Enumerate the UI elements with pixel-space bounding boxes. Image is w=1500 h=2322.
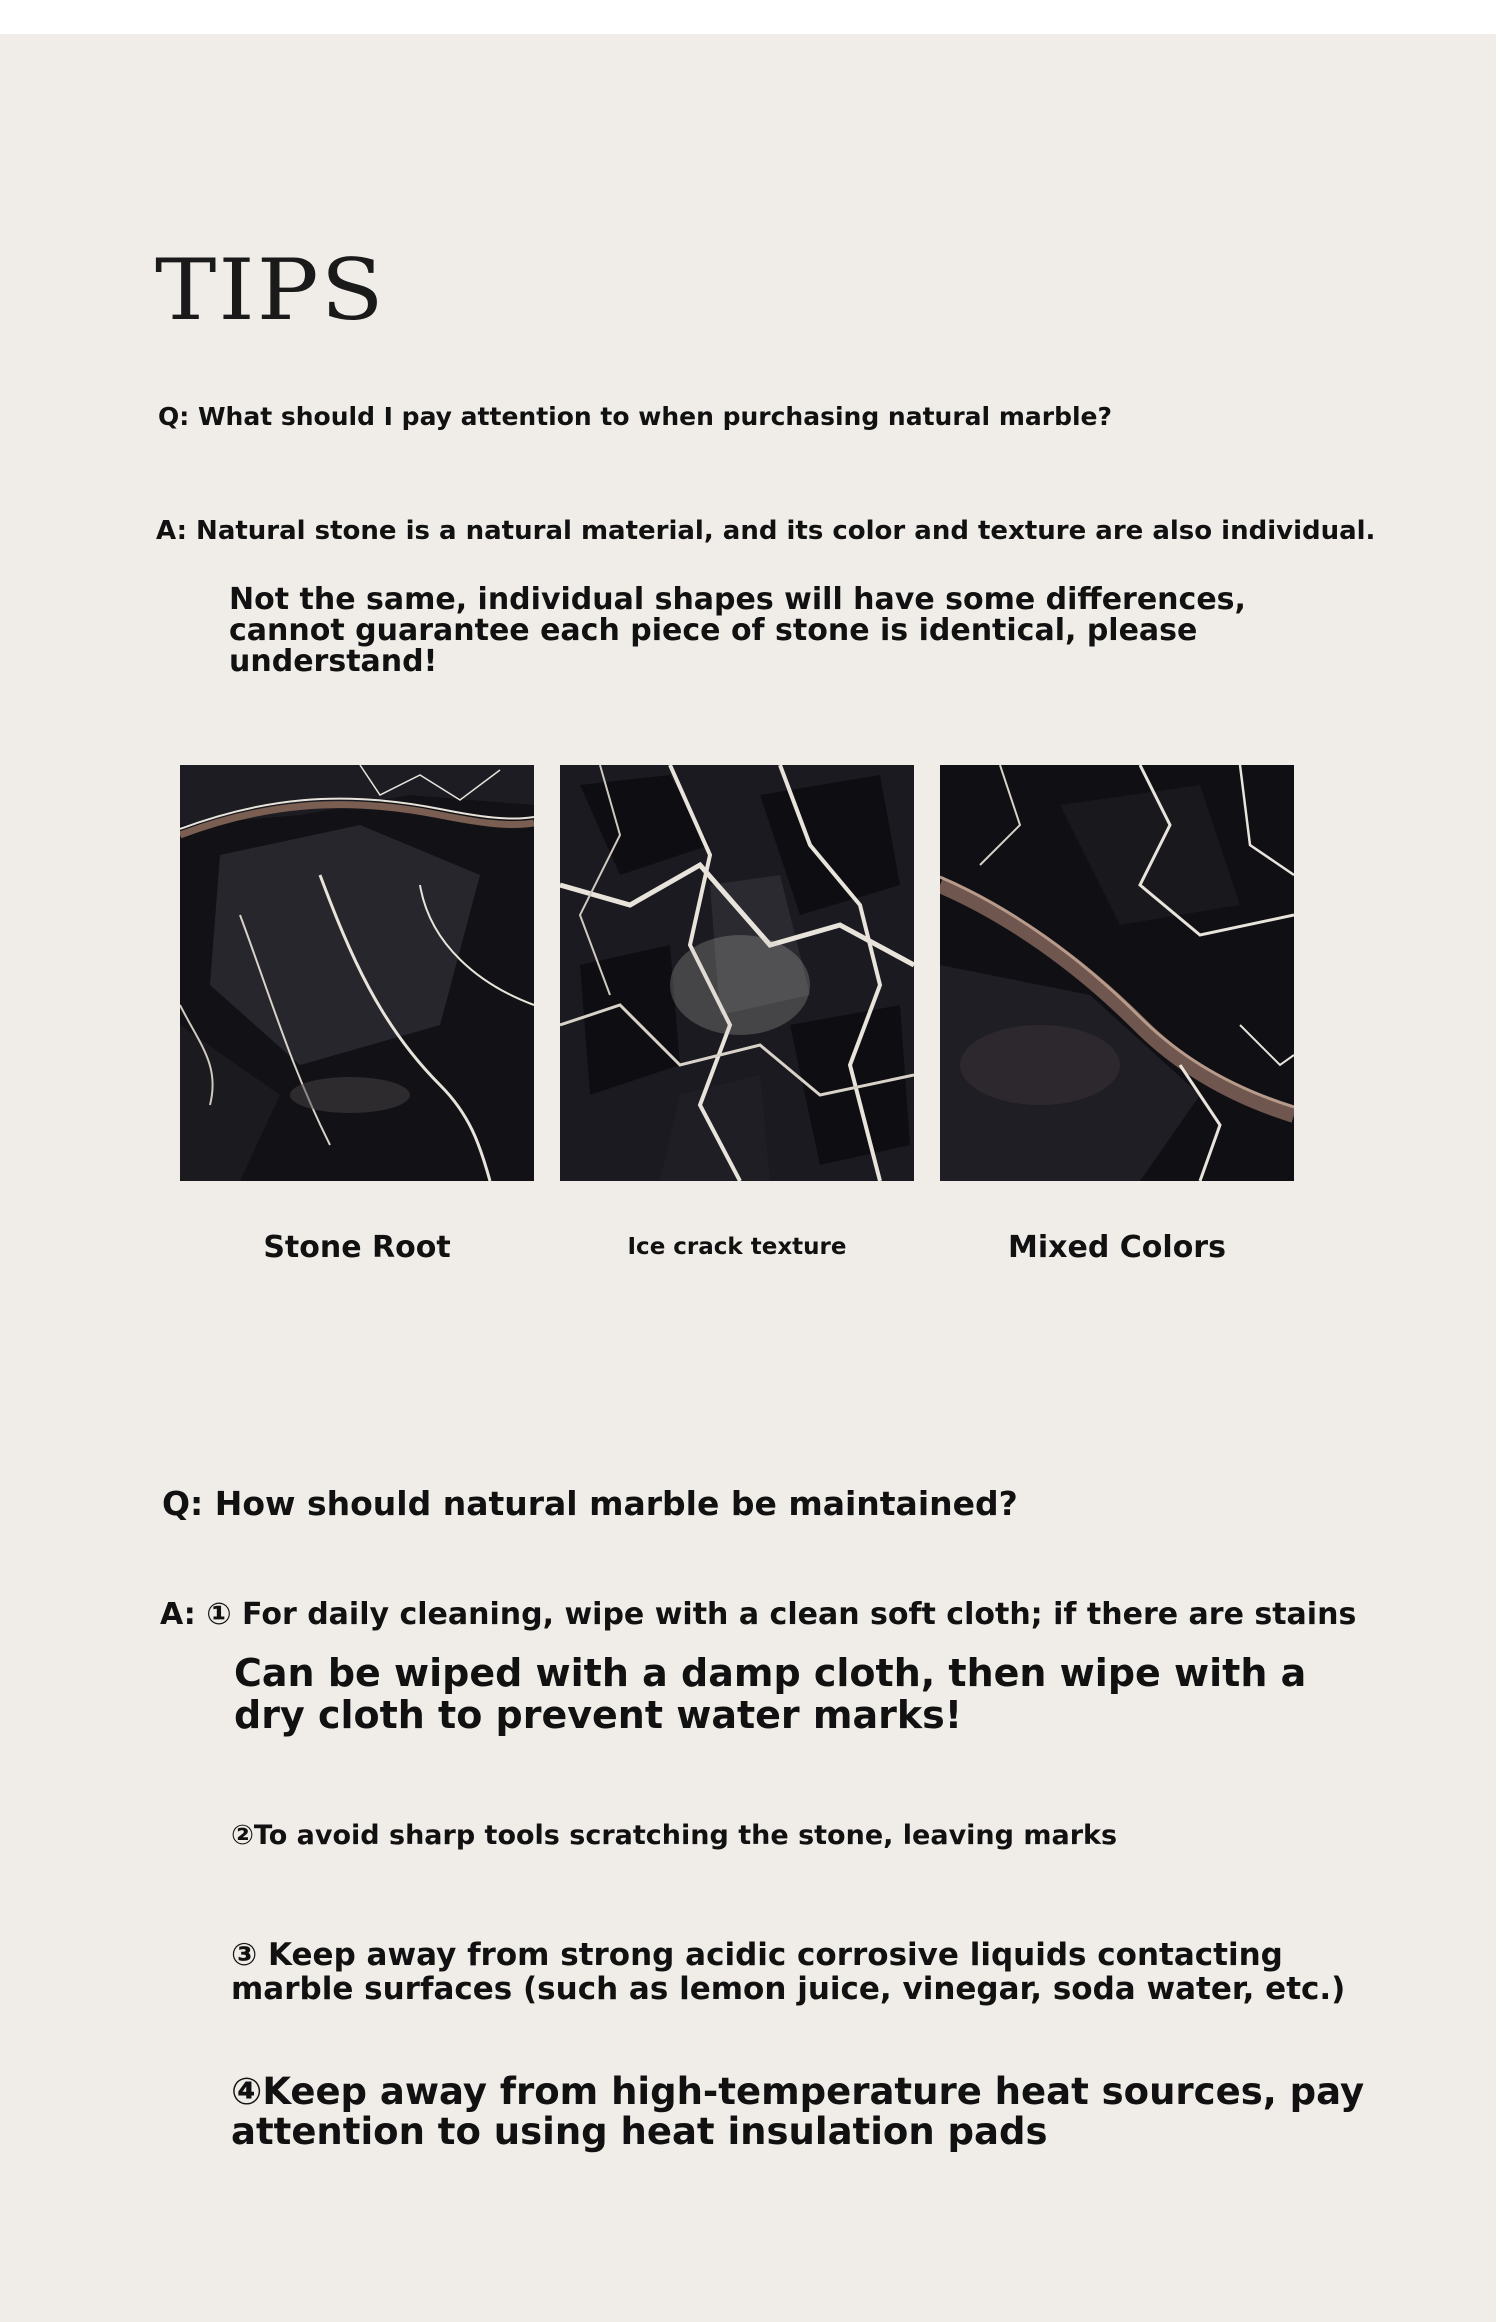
- answer-purchasing-line2: Not the same, individual shapes will have some differences, cannot guarantee each piece of stone is identical, please understand!: [229, 582, 1246, 679]
- page-title: TIPS: [155, 240, 386, 340]
- marble-mixed-colors-image: [940, 765, 1294, 1181]
- maintenance-tip-2: ②To avoid sharp tools scratching the stone, leaving marks: [231, 1820, 1118, 1851]
- page-edge: [1496, 34, 1500, 2322]
- maintenance-tip-3: ③ Keep away from strong acidic corrosive liquids contacting marble surfaces (such as lemon juice, vinegar, soda water, etc.): [231, 1937, 1346, 2007]
- question-maintenance: Q: How should natural marble be maintained?: [162, 1484, 1018, 1523]
- caption-stone-root: Stone Root: [263, 1230, 451, 1265]
- marble-ice-crack-image: [560, 765, 914, 1181]
- caption-mixed-colors: Mixed Colors: [1008, 1230, 1226, 1265]
- marble-stone-root-image: [180, 765, 534, 1181]
- maintenance-tip-4: ④Keep away from high-temperature heat sources, pay attention to using heat insulation pads: [231, 2070, 1365, 2153]
- caption-ice-crack: Ice crack texture: [627, 1234, 847, 1260]
- answer-maintenance-line1: A: ① For daily cleaning, wipe with a clean soft cloth; if there are stains: [160, 1597, 1357, 1632]
- question-purchasing: Q: What should I pay attention to when purchasing natural marble?: [158, 402, 1112, 431]
- answer-purchasing-line1: A: Natural stone is a natural material, and its color and texture are also individual.: [156, 516, 1376, 546]
- answer-maintenance-line2: Can be wiped with a damp cloth, then wipe with a dry cloth to prevent water marks!: [234, 1651, 1307, 1737]
